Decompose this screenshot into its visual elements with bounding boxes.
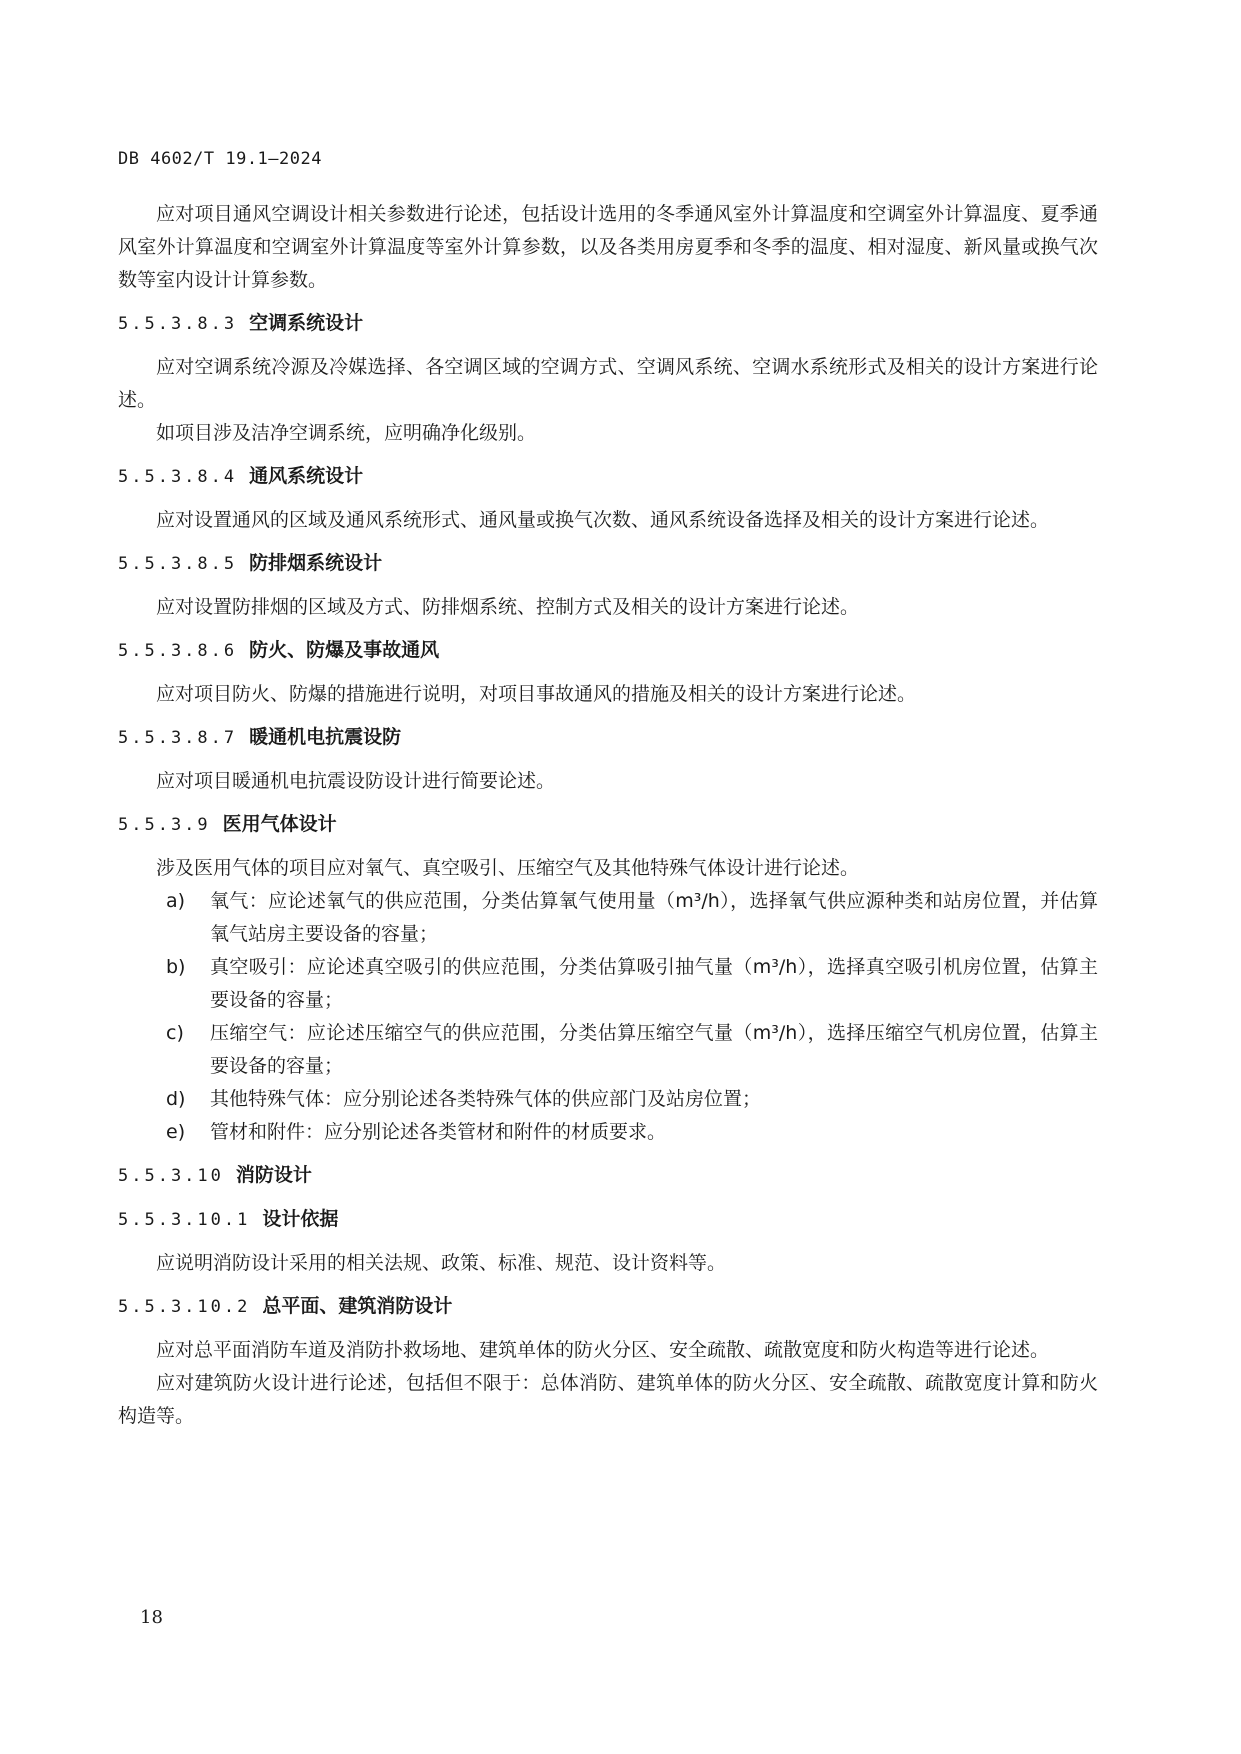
section-heading: [118, 460, 1098, 494]
section-number: 5.5.3.8.6: [118, 641, 238, 661]
paragraph: 应对建筑防火设计进行论述，包括但不限于：总体消防、建筑单体的防火分区、安全疏散、疏散宽度计算和防火构造等。: [118, 1372, 1098, 1427]
section-number: 5.5.3.8.3: [118, 314, 238, 334]
list-marker: a): [166, 890, 186, 912]
list-marker: d): [166, 1088, 186, 1110]
section-title: 空调系统设计: [249, 312, 364, 334]
section-heading: [118, 307, 1098, 341]
section-title: 设计依据: [262, 1208, 339, 1230]
section-number: 5.5.3.10: [118, 1166, 224, 1186]
document-body: [118, 198, 1098, 1433]
section-heading: [118, 808, 1098, 842]
paragraph: 应对项目暖通机电抗震设防设计进行简要论述。: [156, 770, 556, 792]
section-heading: [118, 634, 1098, 668]
paragraph: 应对项目防火、防爆的措施进行说明，对项目事故通风的措施及相关的设计方案进行论述。: [156, 683, 917, 705]
section-title: 总平面、建筑消防设计: [262, 1295, 453, 1317]
list-text: 真空吸引：应论述真空吸引的供应范围，分类估算吸引抽气量（m³/h），选择真空吸引机房位置，估算主要设备的容量；: [210, 956, 1098, 1011]
page-number: 18: [140, 1607, 163, 1628]
list-text: 压缩空气：应论述压缩空气的供应范围，分类估算压缩空气量（m³/h），选择压缩空气机房位置，估算主要设备的容量；: [210, 1022, 1098, 1077]
list-text: 管材和附件：应分别论述各类管材和附件的材质要求。: [210, 1121, 667, 1143]
list-item: [118, 885, 1098, 951]
paragraph: 应对总平面消防车道及消防扑救场地、建筑单体的防火分区、安全疏散、疏散宽度和防火构造等进行论述。: [156, 1339, 1050, 1361]
list-marker: b): [166, 956, 186, 978]
paragraph: 应说明消防设计采用的相关法规、政策、标准、规范、设计资料等。: [156, 1252, 727, 1274]
section-heading: [118, 1203, 1098, 1237]
list-marker: e): [166, 1121, 186, 1143]
section-number: 5.5.3.8.5: [118, 554, 238, 574]
section-title: 防火、防爆及事故通风: [249, 639, 440, 661]
section-number: 5.5.3.8.7: [118, 728, 238, 748]
document-id: DB 4602/T 19.1—2024: [118, 149, 322, 169]
section-heading: [118, 1159, 1098, 1193]
list-item: [118, 1017, 1098, 1083]
section-number: 5.5.3.10.1: [118, 1210, 251, 1230]
section-title: 防排烟系统设计: [249, 552, 383, 574]
paragraph: 应对项目通风空调设计相关参数进行论述，包括设计选用的冬季通风室外计算温度和空调室外计算温度、夏季通风室外计算温度和空调室外计算温度等室外计算参数，以及各类用房夏季和冬季的温度、相对湿度、新风量或换气次数等室内设计计算参数。: [118, 203, 1098, 291]
section-title: 通风系统设计: [249, 465, 364, 487]
list-item: [118, 1083, 1098, 1116]
section-title: 消防设计: [235, 1164, 312, 1186]
list-text: 其他特殊气体：应分别论述各类特殊气体的供应部门及站房位置；: [210, 1088, 762, 1110]
section-heading: [118, 1290, 1098, 1324]
paragraph: 涉及医用气体的项目应对氧气、真空吸引、压缩空气及其他特殊气体设计进行论述。: [156, 857, 860, 879]
paragraph: 如项目涉及洁净空调系统，应明确净化级别。: [156, 422, 537, 444]
list-item: [118, 1116, 1098, 1149]
list-marker: c): [166, 1022, 184, 1044]
section-heading: [118, 721, 1098, 755]
gas-list: [118, 885, 1098, 1149]
list-text: 氧气：应论述氧气的供应范围，分类估算氧气使用量（m³/h），选择氧气供应源种类和站房位置，并估算氧气站房主要设备的容量；: [210, 890, 1098, 945]
section-heading: [118, 547, 1098, 581]
paragraph: 应对设置通风的区域及通风系统形式、通风量或换气次数、通风系统设备选择及相关的设计方案进行论述。: [156, 509, 1050, 531]
section-title: 暖通机电抗震设防: [249, 726, 402, 748]
paragraph: 应对设置防排烟的区域及方式、防排烟系统、控制方式及相关的设计方案进行论述。: [156, 596, 860, 618]
paragraph: 应对空调系统冷源及冷媒选择、各空调区域的空调方式、空调风系统、空调水系统形式及相关的设计方案进行论述。: [118, 356, 1098, 411]
section-number: 5.5.3.9: [118, 815, 211, 835]
section-number: 5.5.3.10.2: [118, 1297, 251, 1317]
list-item: [118, 951, 1098, 1017]
section-number: 5.5.3.8.4: [118, 467, 238, 487]
section-title: 医用气体设计: [222, 813, 337, 835]
